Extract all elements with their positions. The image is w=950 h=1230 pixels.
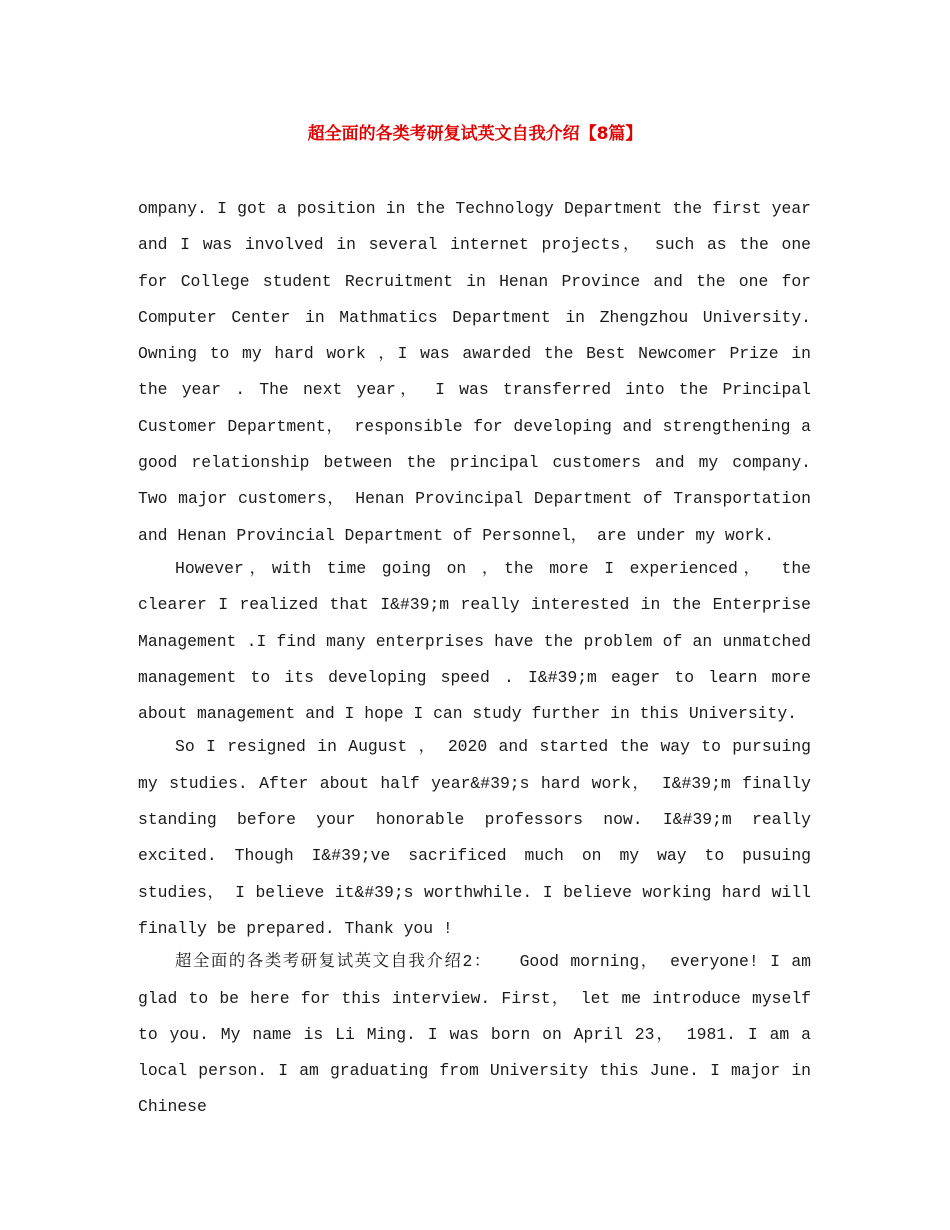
paragraph-1: ompany. I got a position in the Technology Department the first year and I was involved in several internet projects， such as the one for College student Recruitment in Henan Province and the one for Computer Center in Mathmatics Department in Zhengzhou University. Owning to my hard work ，I was awarded the Best Newcomer Prize in the year . The next year， I was transferred into the Principal Customer Department， responsible for developing and strengthening a good relationship between the principal customers and my company. Two major customers， Henan Provincipal Department of Transportation and Henan Provincial Department of Personnel， are under my work. <box>138 199 811 545</box>
page-title: 超全面的各类考研复试英文自我介绍【8篇】 <box>307 124 643 144</box>
paragraph-2: However，with time going on ，the more I experienced， the clearer I realized that I&#39;m really interested in the Enterprise Management .I find many enterprises have the problem of an unmatched management to its developing speed . I&#39;m eager to learn more about management and I hope I can study further in this University. <box>138 558 811 724</box>
document-body <box>138 191 811 1126</box>
paragraph-4: 超全面的各类考研复试英文自我介绍2： Good morning， everyone! I am glad to be here for this interview. First， let me introduce myself to you. My name is Li Ming. I was born on April 23， 1981. I am a local person. I am graduating from University this June. I major in Chinese <box>138 952 811 1117</box>
paragraph-3: So I resigned in August ， 2020 and started the way to pursuing my studies. After about half year&#39;s hard work， I&#39;m finally standing before your honorable professors now. I&#39;m really excited. Though I&#39;ve sacrificed much on my way to pusuing studies， I believe it&#39;s worthwhile. I believe working hard will finally be prepared. Thank you ! <box>138 737 811 938</box>
